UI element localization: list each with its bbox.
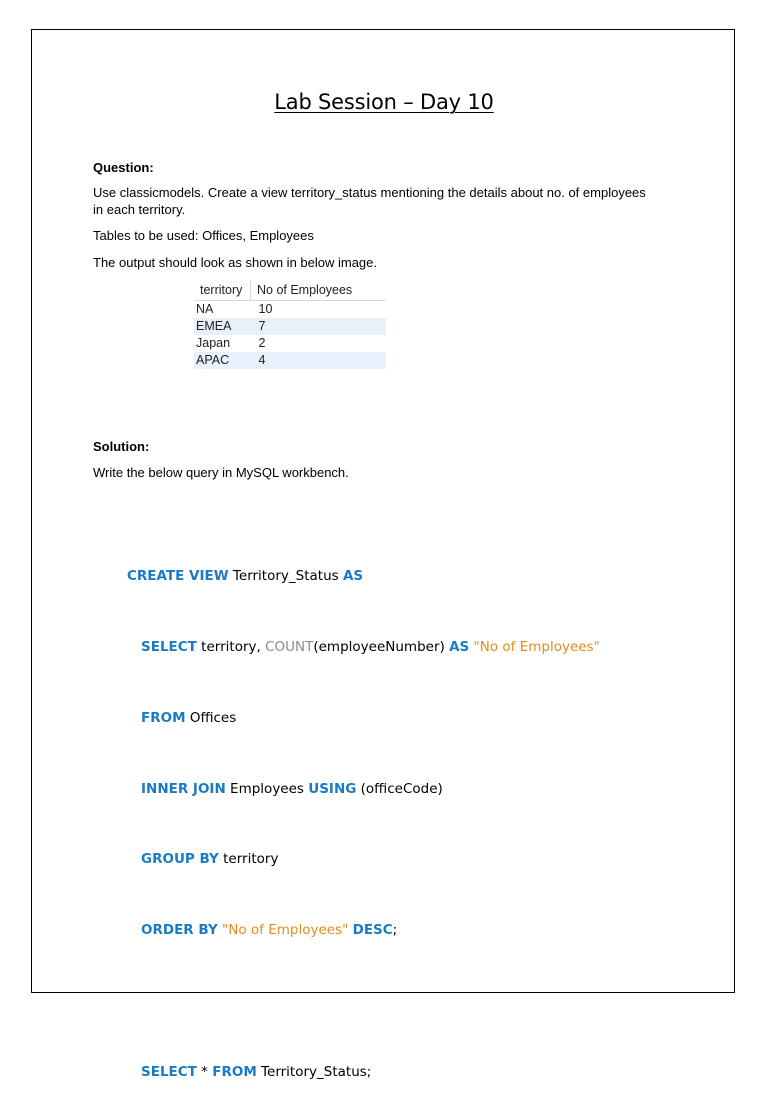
code-text: ;: [392, 922, 398, 939]
tables-used-text: Tables to be used: Offices, Employees: [93, 228, 314, 243]
code-line-group-by: [127, 848, 600, 872]
table-cell-count: 7: [251, 318, 387, 335]
table-cell-territory: NA: [196, 302, 214, 316]
code-line-inner-join: [127, 778, 600, 802]
table-cell-count: 4: [251, 352, 387, 369]
code-keyword: SELECT: [141, 1063, 197, 1080]
code-keyword: AS: [449, 638, 470, 655]
code-function: COUNT: [265, 638, 314, 655]
table-cell-territory: APAC: [194, 352, 251, 369]
code-text: Offices: [185, 709, 237, 726]
result-table-header-row: [194, 280, 386, 301]
solution-heading: Solution:: [93, 439, 150, 454]
code-line-select: [127, 636, 600, 660]
code-keyword: SELECT: [141, 638, 197, 655]
output-description: The output should look as shown in below image.: [93, 255, 378, 270]
table-row: [194, 352, 386, 369]
code-text: Territory_Status;: [256, 1063, 372, 1080]
code-keyword: AS: [342, 568, 364, 585]
table-cell-count: 2: [258, 336, 266, 350]
code-keyword: DESC: [352, 922, 393, 939]
code-keyword: FROM: [212, 1063, 257, 1080]
code-text: Territory_Status: [228, 568, 343, 585]
table-row: [194, 318, 386, 335]
code-text: territory,: [196, 638, 266, 655]
code-text: (employeeNumber): [313, 638, 450, 655]
column-header-employees: No of Employees: [251, 280, 387, 301]
code-keyword: GROUP BY: [141, 851, 219, 868]
code-keyword: FROM: [141, 709, 186, 726]
code-keyword: INNER JOIN: [141, 780, 226, 797]
sql-code-block: [127, 518, 600, 1108]
code-line-order-by: [127, 919, 600, 943]
question-text: Use classicmodels. Create a view territory_status mentioning the details about no. of employees in each territory.: [93, 185, 646, 217]
table-row: [194, 335, 386, 352]
solution-text: Write the below query in MySQL workbench.: [93, 465, 349, 480]
table-cell-count: 10: [258, 302, 273, 316]
table-cell-territory: Japan: [196, 336, 231, 350]
code-string: "No of Employees": [473, 638, 600, 655]
code-text: territory: [218, 851, 279, 868]
code-keyword: USING: [308, 780, 357, 797]
code-keyword: CREATE VIEW: [127, 568, 229, 585]
code-line-from: [127, 707, 600, 731]
result-table: [194, 280, 386, 369]
page-title: Lab Session – Day 10: [274, 90, 494, 114]
code-line-create-view: [127, 565, 600, 589]
column-header-territory: territory: [194, 280, 251, 301]
code-line-select-from-view: [127, 1061, 600, 1085]
table-cell-territory: EMEA: [194, 318, 251, 335]
question-heading: Question:: [93, 160, 154, 175]
code-blank-line: [127, 990, 600, 1014]
code-text: Employees: [225, 780, 309, 797]
code-keyword: ORDER BY: [141, 922, 218, 939]
code-text: *: [196, 1063, 213, 1080]
code-string: "No of Employees": [222, 922, 349, 939]
table-row: [194, 301, 386, 319]
code-text: (officeCode): [356, 780, 443, 797]
